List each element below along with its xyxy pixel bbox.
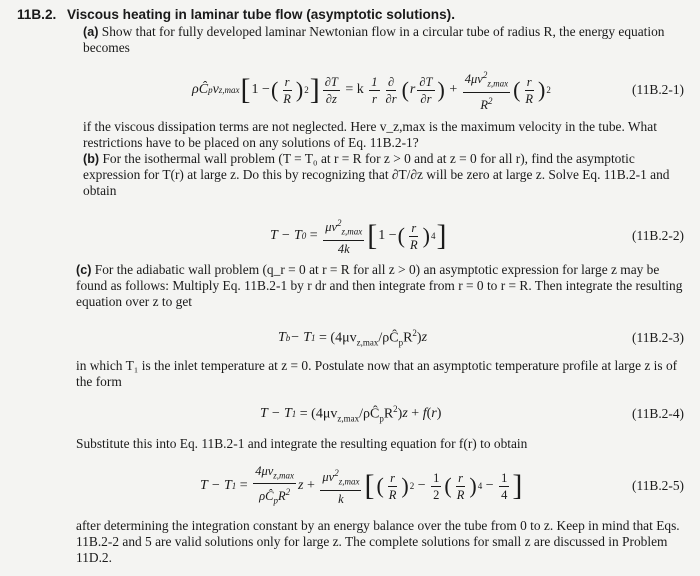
problem-heading (17, 6, 687, 23)
problem-number: 11B.2. (17, 7, 57, 22)
after-eq-3: in which T₁ is the inlet temperature at z = 0. Postulate now that an asymptotic temperature profile at large z is of the form (76, 358, 678, 390)
equation-4-math: T − T 1 = $(4\mu v_{z,max}/\rho Ĉ_pR^2)$ z + f ( r ) (260, 404, 442, 424)
part-b-text: (b) For the isothermal wall problem (T = T₀ at r = R for z > 0 and at z = 0 for all r), find the asymptotic expression for T(r) at large z. Do this by recognizing that ∂T/∂z will be zero at large z. Solve Eq. 11B.2-1 and obtain (83, 151, 670, 199)
equation-2-math: T − T 0 = $\frac{\mu v^2_{z,max}}{4k}$ [ 1 − ( $\frac{r}{R}$ ) 4 ] (270, 218, 447, 256)
equation-4-number: (11B.2-4) (632, 406, 684, 421)
equation-1-number: (11B.2-1) (632, 82, 684, 97)
equation-3-number: (11B.2-3) (632, 330, 684, 345)
equation-11b2-1 (80, 68, 692, 112)
equation-11b2-2 (80, 214, 692, 258)
equation-2-number: (11B.2-2) (632, 228, 684, 243)
equation-11b2-4 (80, 392, 692, 436)
equation-5-math: T − T 1 = $\frac{4\mu v_{z,max}}{\rho Ĉ_pR^2}$ z + $\frac{\mu v^2_{z,max}}{k}$ [ ( $\frac{r}{R}$ ) 2 − $\frac{1}{2}$ ( $\frac{r}{R}$ ) 4 − $\frac{1}{4}$ ] (200, 463, 523, 507)
part-a-after: if the viscous dissipation terms are not neglected. Here v_z,max is the maximum velocity in the tube. What restrictions have to be placed on any solutions of Eq. 11B.2-1? (83, 119, 657, 151)
equation-5-number: (11B.2-5) (632, 478, 684, 493)
after-eq-5: after determining the integration constant by an energy balance over the tube from 0 to z. Keep in mind that Eqs. 11B.2-2 and 5 are valid solutions only for large z. The complete solutions for small z are discussed in Problem 11D.2. (76, 518, 680, 566)
part-a-label: (a) (83, 25, 99, 39)
part-c-label: (c) (76, 263, 92, 277)
part-b-label: (b) (83, 152, 100, 166)
equation-1-math: ρĈ p v z,max [ 1 − ( $\frac{r}{R}$ ) 2 ] $\frac{\partial T}{\partial z}$ = k $\frac{1}{r}$ $\frac{\partial}{\partial r}$ ( r $\frac{\partial T}{\partial r}$ ) + $\frac{4\mu v^2_{z,max}}{R^2}$ ( $\frac{r}{R}$ ) 2 (192, 70, 551, 112)
part-c-text: (c) For the adiabatic wall problem (q_r = 0 at r = R for all z > 0) an asymptotic expression for large z may be found as follows: Multiply Eq. 11B.2-1 by r dr and then integrate from r = 0 to r = R. Then integrate the resulting equation over z to get (76, 262, 683, 310)
after-eq-4: Substitute this into Eq. 11B.2-1 and integrate the resulting equation for f(r) to obtain (76, 436, 528, 451)
part-a-text: Show that for fully developed laminar Newtonian flow in a circular tube of radius R, the energy equation becomes (83, 24, 665, 56)
equation-3-math: T b − T 1 = $(4\mu v_{z,max}/\rho Ĉ_pR^2)$ z (278, 328, 428, 348)
equation-11b2-5 (80, 464, 692, 508)
equation-11b2-3 (80, 316, 692, 360)
problem-title: Viscous heating in laminar tube flow (asymptotic solutions). (67, 7, 455, 22)
part-a-intro (83, 24, 683, 56)
